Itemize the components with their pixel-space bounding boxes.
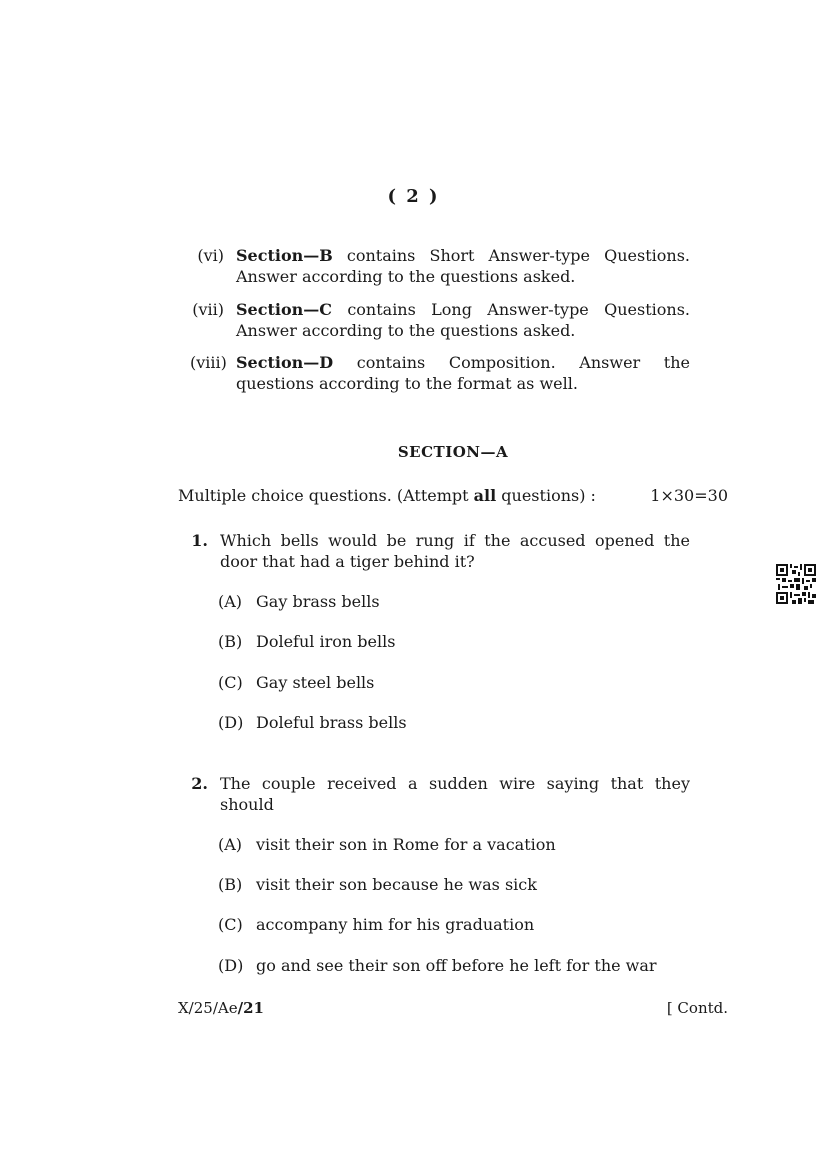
instruction-number: (viii): [190, 353, 227, 372]
option-text: visit their son because he was sick: [256, 875, 537, 894]
option-text: Doleful brass bells: [256, 713, 407, 732]
section-heading: SECTION—A: [397, 443, 509, 461]
option-text: Gay steel bells: [256, 673, 375, 692]
mcq-instruction: [178, 486, 728, 505]
question-number: 2.: [191, 774, 208, 793]
option-item[interactable]: [218, 632, 698, 651]
instruction-item: [190, 352, 690, 394]
mcq-instruction-bold: all: [473, 486, 497, 505]
question-2: [186, 773, 690, 815]
option-label: (D): [218, 713, 244, 732]
option-item[interactable]: [218, 875, 698, 894]
option-text: go and see their son off before he left for the war: [256, 956, 657, 975]
question-text: Which bells would be rung if the accused opened the door that had a tiger behind it?: [220, 531, 690, 571]
paper-code-bold: /21: [237, 999, 264, 1017]
option-text: visit their son in Rome for a vacation: [256, 835, 556, 854]
instruction-section-label: Section—D: [236, 353, 334, 372]
instruction-section-label: Section—C: [236, 300, 332, 319]
option-label: (B): [218, 632, 243, 651]
paper-code: [178, 999, 264, 1017]
instruction-text: contains Composition. Answer the questions according to the format as well.: [236, 353, 690, 393]
option-text: Doleful iron bells: [256, 632, 396, 651]
instruction-number: (vii): [192, 300, 224, 319]
mcq-instruction-text-end: questions) :: [496, 486, 596, 505]
option-label: (C): [218, 673, 243, 692]
instruction-item: [190, 299, 690, 341]
option-item[interactable]: [218, 713, 698, 732]
option-label: (B): [218, 875, 243, 894]
marks-allocation: 1×30=30: [650, 486, 728, 505]
option-label: (A): [218, 835, 243, 854]
instruction-section-label: Section—B: [236, 246, 333, 265]
instruction-text: contains Long Answer-type Questions. Answer according to the questions asked.: [236, 300, 690, 340]
question-number: 1.: [191, 531, 208, 550]
question-text: The couple received a sudden wire saying that they should: [220, 774, 690, 814]
question-1: [186, 530, 690, 572]
option-label: (C): [218, 915, 243, 934]
mcq-instruction-text: Multiple choice questions. (Attempt: [178, 486, 474, 505]
option-text: accompany him for his graduation: [256, 915, 535, 934]
option-text: Gay brass bells: [256, 592, 380, 611]
option-item[interactable]: [218, 592, 698, 611]
option-label: (D): [218, 956, 244, 975]
continued-note: [ Contd.: [666, 999, 728, 1017]
instruction-number: (vi): [197, 246, 224, 265]
option-label: (A): [218, 592, 243, 611]
paper-code-plain: X/25/Ae: [178, 999, 238, 1017]
option-item[interactable]: [218, 673, 698, 692]
instruction-item: [190, 245, 690, 287]
option-item[interactable]: [218, 835, 698, 854]
option-item[interactable]: [218, 956, 698, 975]
page-number: ( 2 ): [387, 186, 440, 207]
qr-code-icon: [776, 564, 816, 604]
instruction-text: contains Short Answer-type Questions. Answer according to the questions asked.: [236, 246, 690, 286]
option-item[interactable]: [218, 915, 698, 934]
